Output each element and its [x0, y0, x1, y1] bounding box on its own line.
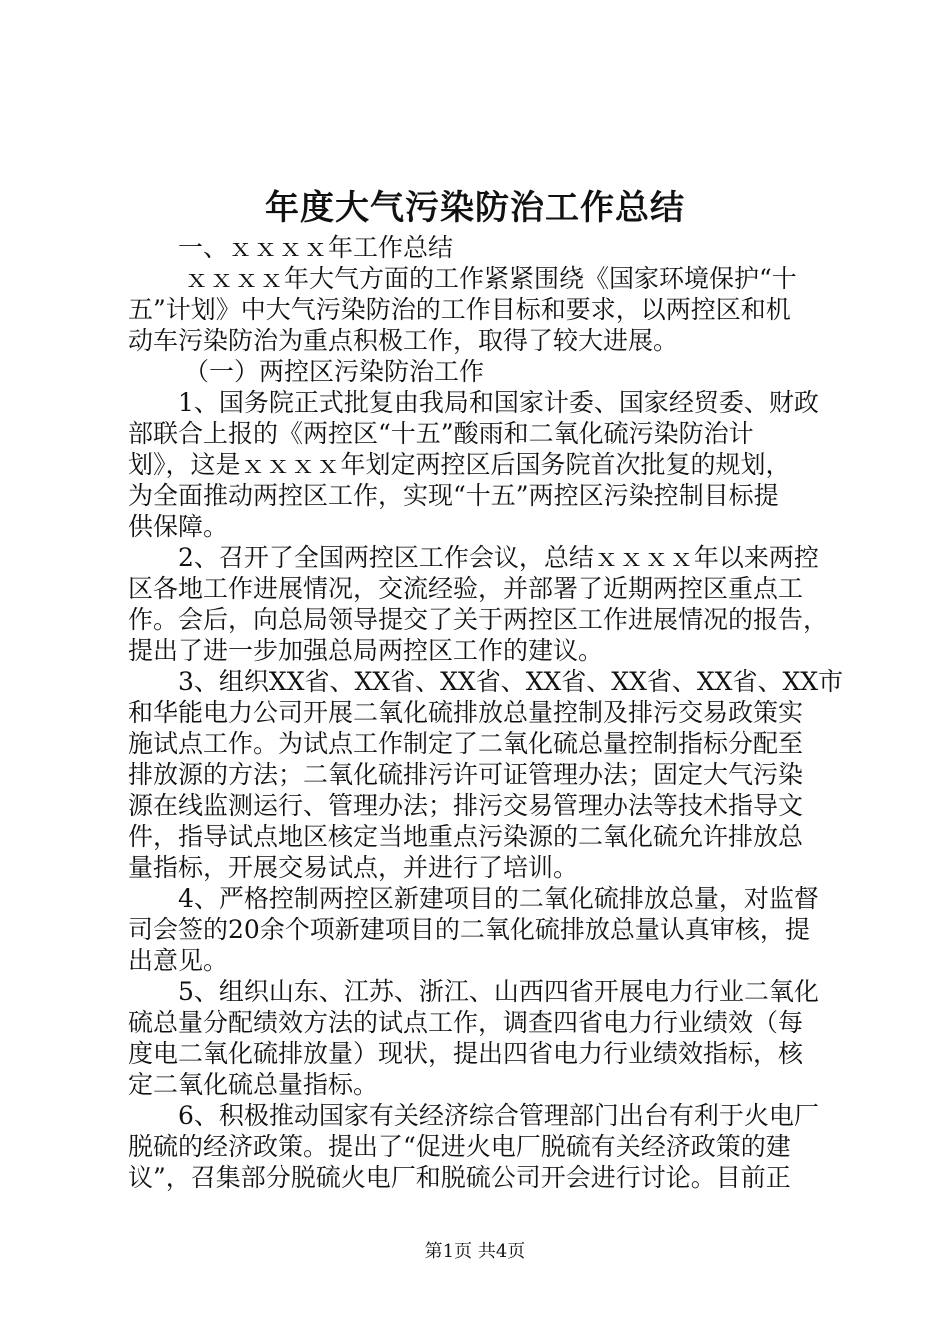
document-body: [128, 232, 844, 1193]
paragraph-line: 五”计划》中大气污染防治的工作目标和要求，以两控区和机: [128, 295, 791, 324]
paragraph-line: 量指标，开展交易试点，并进行了培训。: [128, 853, 579, 882]
paragraph-line: 硫总量分配绩效方法的试点工作，调查四省电力行业绩效（每: [128, 1008, 804, 1037]
paragraph-line: 供保障。: [128, 512, 229, 541]
paragraph-line: 部联合上报的《两控区“十五”酸雨和二氧化硫污染防治计: [128, 419, 754, 448]
paragraph-line: 动车污染防治为重点积极工作，取得了较大进展。: [128, 326, 679, 355]
paragraph-line: 5、组织山东、江苏、浙江、山西四省开展电力行业二氧化: [178, 977, 819, 1006]
paragraph-line: 2、召开了全国两控区工作会议，总结ｘｘｘｘ年以来两控: [178, 543, 819, 572]
subsection-heading: （一）两控区污染防治工作: [184, 357, 485, 386]
paragraph-line: 件，指导试点地区核定当地重点污染源的二氧化硫允许排放总: [128, 822, 804, 851]
document-title: 年度大气污染防治工作总结: [265, 188, 685, 228]
paragraph-line: 1、国务院正式批复由我局和国家计委、国家经贸委、财政: [178, 388, 819, 417]
paragraph-line: 区各地工作进展情况，交流经验，并部署了近期两控区重点工: [128, 574, 804, 603]
paragraph-line: 议”，召集部分脱硫火电厂和脱硫公司开会进行讨论。目前正: [128, 1163, 791, 1192]
paragraph-line: 6、积极推动国家有关经济综合管理部门出台有利于火电厂: [178, 1101, 819, 1130]
paragraph-line: 排放源的方法；二氧化硫排污许可证管理办法；固定大气污染: [128, 760, 804, 789]
paragraph-line: 施试点工作。为试点工作制定了二氧化硫总量控制指标分配至: [128, 729, 804, 758]
paragraph-line: 4、严格控制两控区新建项目的二氧化硫排放总量，对监督: [178, 884, 819, 913]
paragraph-line: 提出了进一步加强总局两控区工作的建议。: [128, 636, 604, 665]
paragraph-line: 源在线监测运行、管理办法；排污交易管理办法等技术指导文: [128, 791, 804, 820]
paragraph-line: 度电二氧化硫排放量）现状，提出四省电力行业绩效指标，核: [128, 1039, 804, 1068]
paragraph-line: 定二氧化硫总量指标。: [128, 1070, 379, 1099]
paragraph-line: 3、组织XX省、XX省、XX省、XX省、XX省、XX省、XX市: [178, 667, 844, 696]
paragraph-line: 为全面推动两控区工作，实现“十五”两控区污染控制目标提: [128, 481, 779, 510]
paragraph-line: 司会签的20余个项新建项目的二氧化硫排放总量认真审核，提: [128, 915, 810, 944]
paragraph-line: ｘｘｘｘ年大气方面的工作紧紧围绕《国家环境保护“十: [184, 264, 797, 293]
section-heading: 一、ｘｘｘｘ年工作总结: [178, 233, 454, 262]
paragraph-line: 划》，这是ｘｘｘｘ年划定两控区后国务院首次批复的规划，: [128, 450, 791, 479]
paragraph-line: 脱硫的经济政策。提出了“促进火电厂脱硫有关经济政策的建: [128, 1132, 791, 1161]
paragraph-line: 作。会后，向总局领导提交了关于两控区工作进展情况的报告，: [128, 605, 829, 634]
paragraph-line: 和华能电力公司开展二氧化硫排放总量控制及排污交易政策实: [128, 698, 804, 727]
page-number-footer: 第1页 共4页: [424, 1241, 526, 1262]
paragraph-line: 出意见。: [128, 946, 229, 975]
